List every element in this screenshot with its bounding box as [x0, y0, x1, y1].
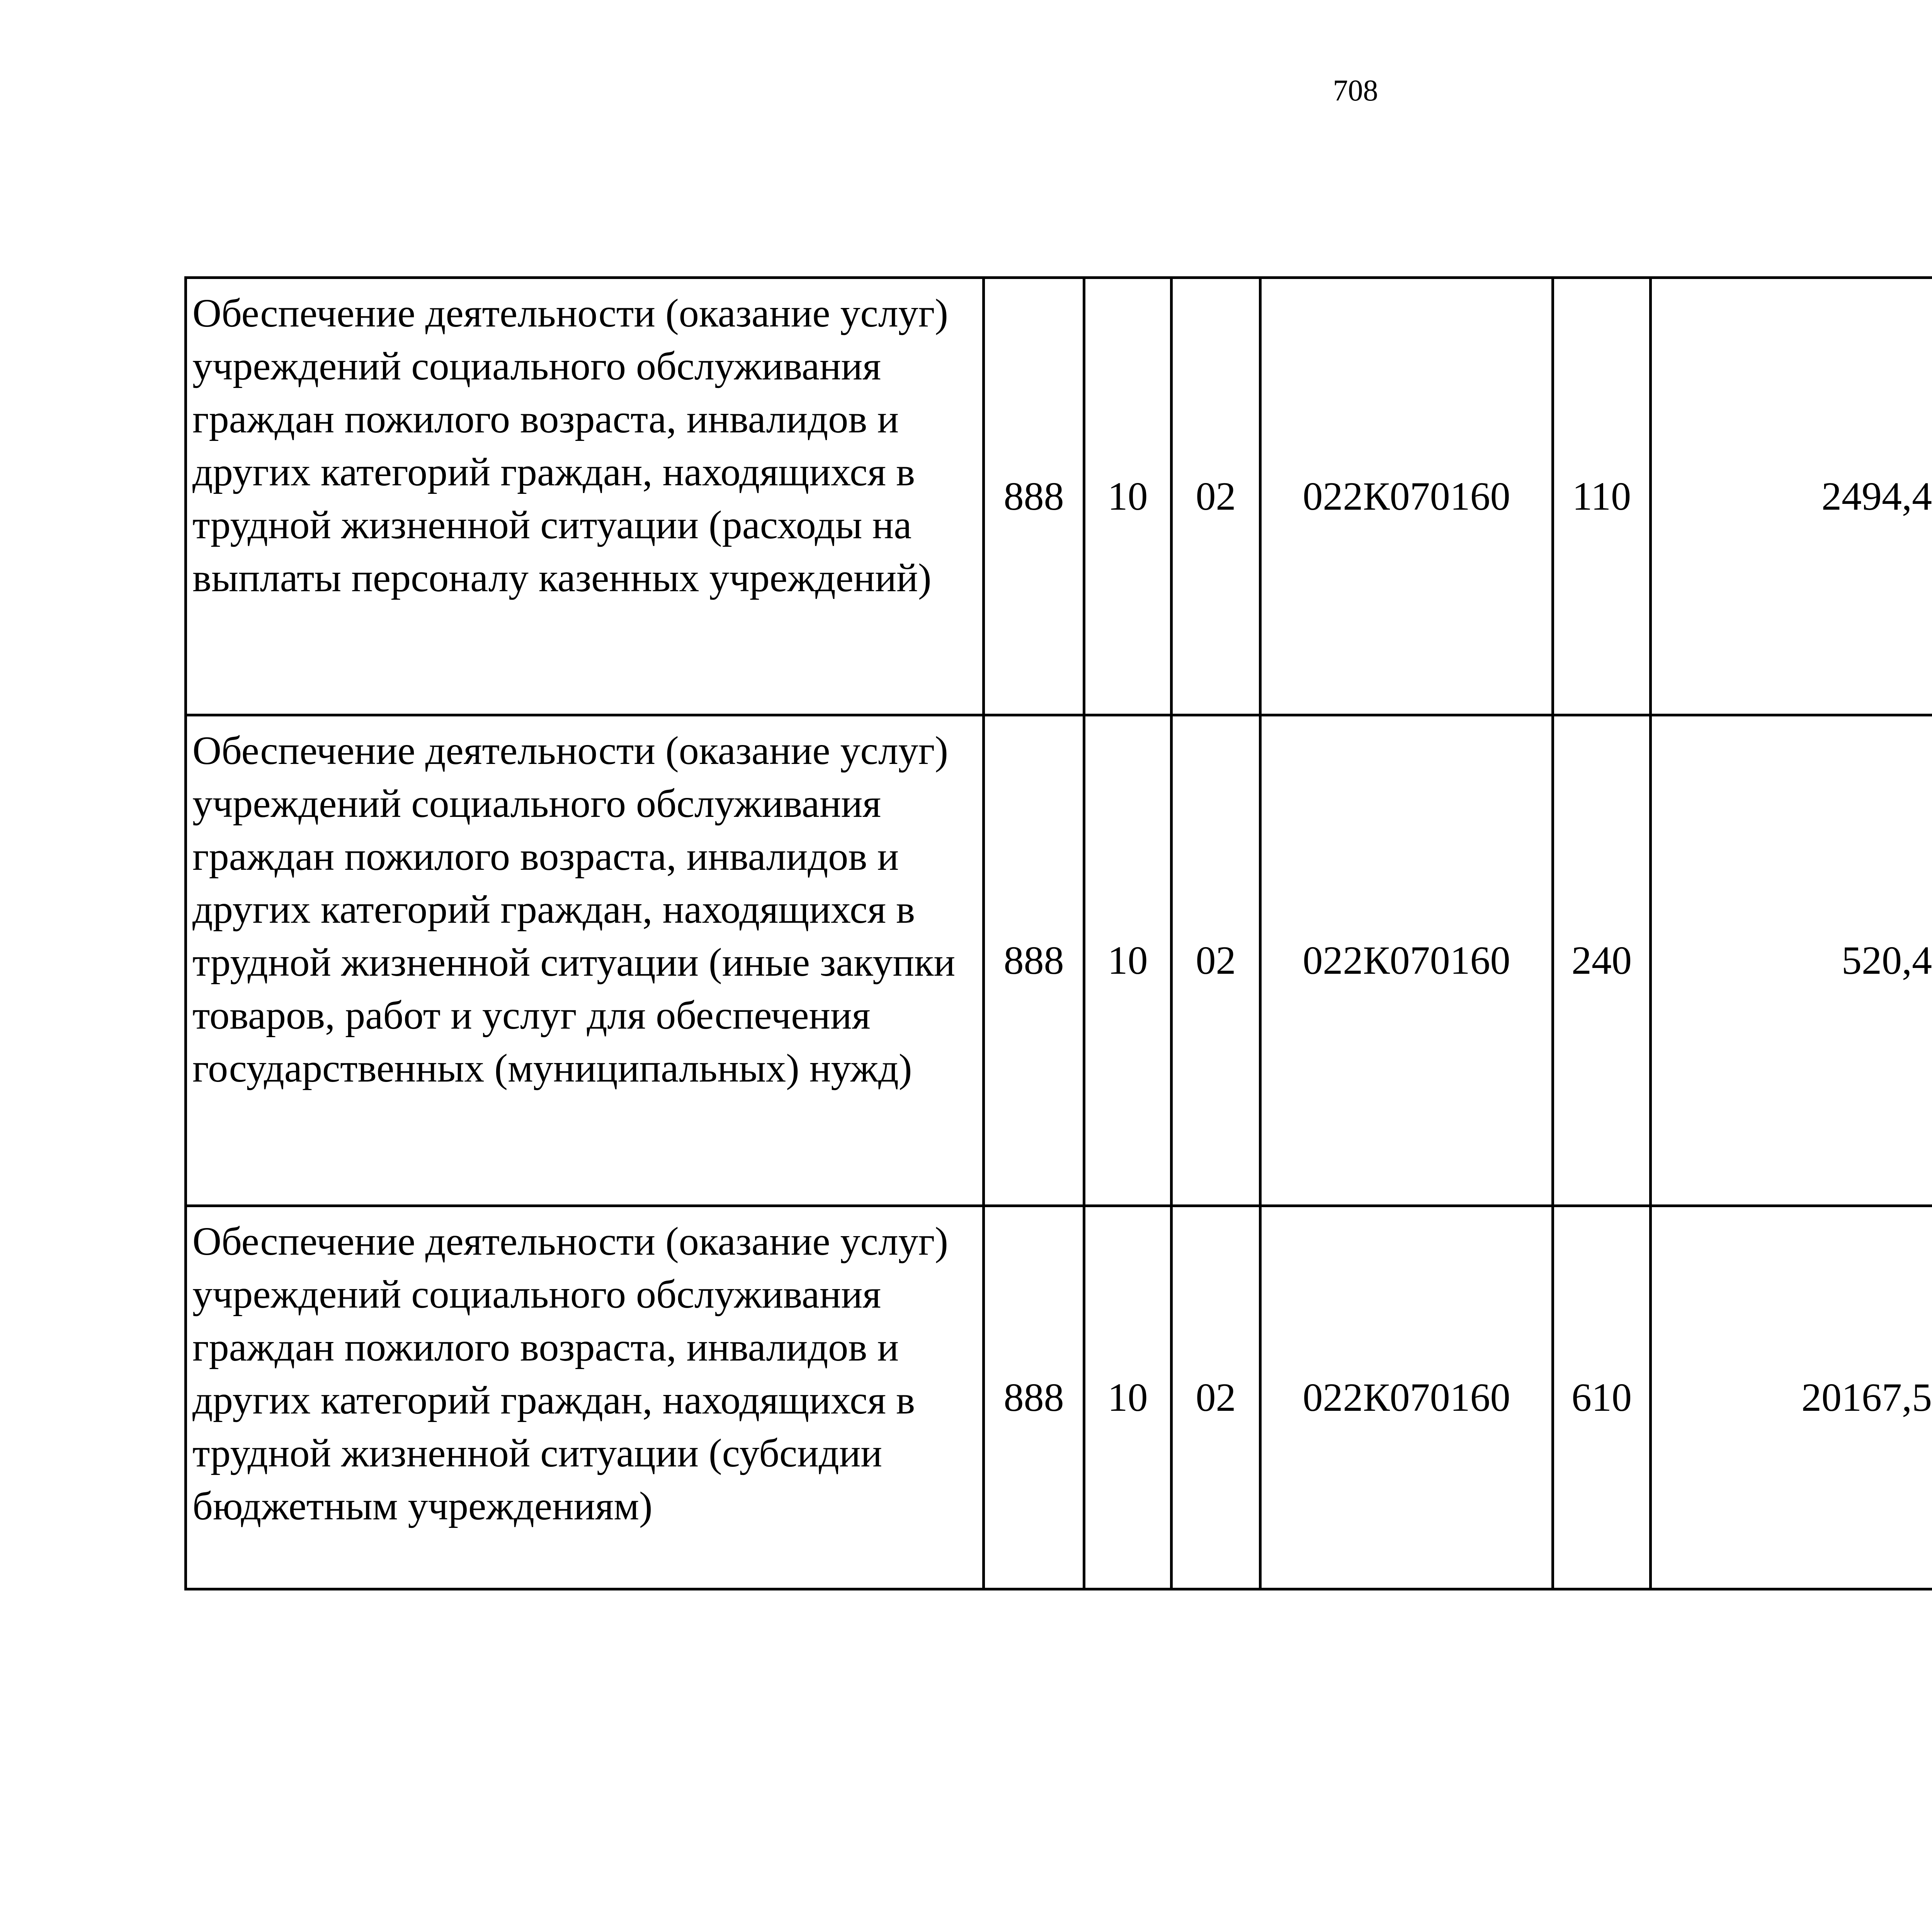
table-row: [186, 715, 1932, 1206]
expense-type-code: 610: [1553, 1206, 1651, 1589]
section-code: 10: [1084, 278, 1172, 715]
ministry-code: 888: [984, 278, 1084, 715]
target-article-code: 022К070160: [1260, 278, 1553, 715]
expense-type-code: 110: [1553, 278, 1651, 715]
amount-cell: 20167,5: [1651, 1206, 1932, 1589]
budget-table: [184, 276, 1932, 1590]
amount-cell: 520,4: [1651, 715, 1932, 1206]
subsection-code: 02: [1172, 715, 1260, 1206]
section-code: 10: [1084, 1206, 1172, 1589]
target-article-code: 022К070160: [1260, 1206, 1553, 1589]
table-row: [186, 1206, 1932, 1589]
target-article-code: 022К070160: [1260, 715, 1553, 1206]
row-description: Обеспечение деятельности (оказание услуг) учреждений социального обслуживания граждан пожилого возраста, инвалидов и других категорий граждан, находящихся в трудной жизненной ситуации (субсидии бюджетным учреждениям): [186, 1206, 984, 1589]
page-number: 708: [1333, 73, 1378, 107]
section-code: 10: [1084, 715, 1172, 1206]
subsection-code: 02: [1172, 278, 1260, 715]
amount-cell: 2494,4: [1651, 278, 1932, 715]
row-description: Обеспечение деятельности (оказание услуг) учреждений социального обслуживания граждан пожилого возраста, инвалидов и других категорий граждан, находящихся в трудной жизненной ситуации (расходы на выплаты персоналу казенных учреждений): [186, 278, 984, 715]
expense-type-code: 240: [1553, 715, 1651, 1206]
row-description: Обеспечение деятельности (оказание услуг) учреждений социального обслуживания граждан пожилого возраста, инвалидов и других категорий граждан, находящихся в трудной жизненной ситуации (иные закупки товаров, работ и услуг для обеспечения государственных (муниципальных) нужд): [186, 715, 984, 1206]
ministry-code: 888: [984, 715, 1084, 1206]
table-row: [186, 278, 1932, 715]
subsection-code: 02: [1172, 1206, 1260, 1589]
ministry-code: 888: [984, 1206, 1084, 1589]
